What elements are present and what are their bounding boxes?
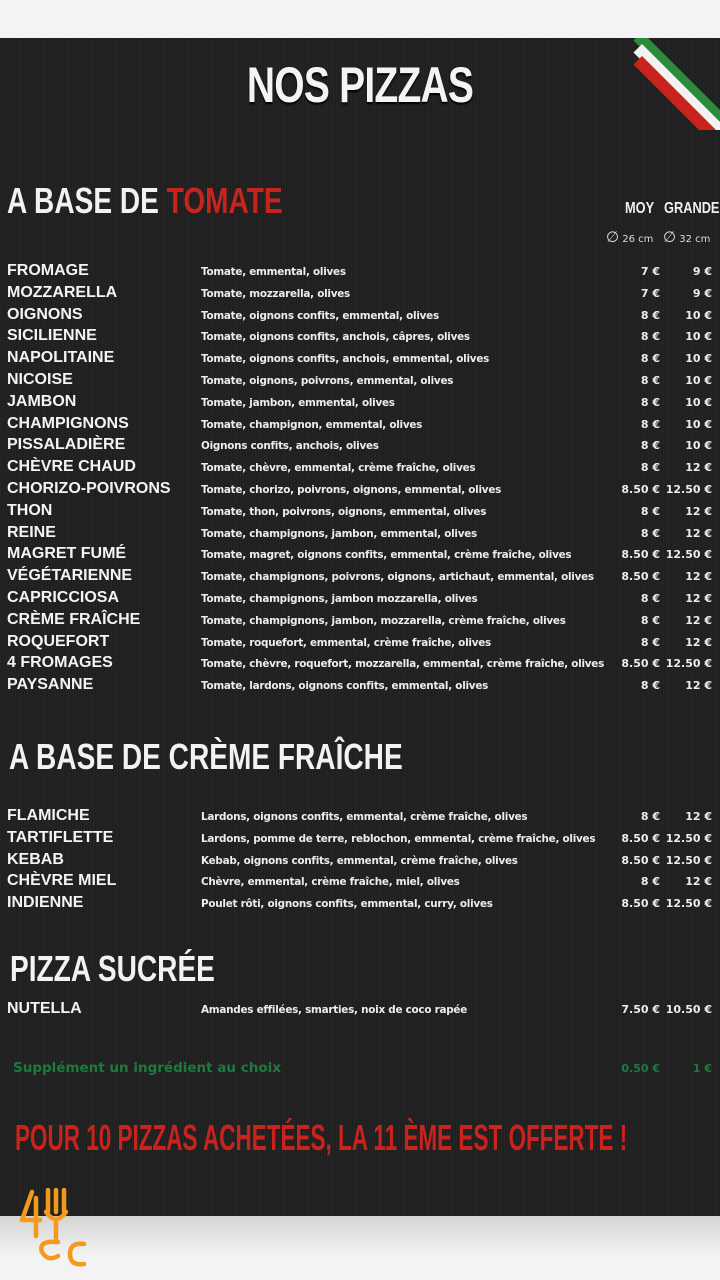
item-price-grande: 12.50 € xyxy=(665,831,712,845)
size-label-moy: MOY xyxy=(625,200,655,217)
item-price-moy: 8 € xyxy=(640,308,660,322)
item-price-grande: 12 € xyxy=(685,526,712,540)
item-price-grande: 12 € xyxy=(685,504,712,518)
item-price-grande: 10 € xyxy=(685,374,712,387)
diameter-icon: ∅ xyxy=(606,228,620,246)
item-price-grande: 12 € xyxy=(685,570,712,584)
item-name: SICILIENNE xyxy=(7,327,97,345)
item-price-moy: 8.50 € xyxy=(621,897,660,911)
menu-title: NOS PIZZAS xyxy=(246,57,474,113)
item-ingredients: Tomate, lardons, oignons confits, emmental, olives xyxy=(201,680,489,693)
item-price-grande: 12.50 € xyxy=(665,657,712,671)
menu-item-row xyxy=(0,480,720,502)
item-price-moy: 8.50 € xyxy=(621,657,660,671)
item-ingredients: Tomate, oignons, poivrons, emmental, olives xyxy=(201,375,454,387)
menu-item-row xyxy=(0,1000,720,1022)
section-highlight: TOMATE xyxy=(166,180,283,221)
item-price-moy: 7 € xyxy=(640,265,660,278)
fork-logo-icon xyxy=(18,1186,90,1270)
menu-item-row xyxy=(0,393,720,415)
item-name: PISSALADIÈRE xyxy=(7,436,126,454)
item-ingredients: Lardons, pomme de terre, reblochon, emmental, crème fraîche, olives xyxy=(201,832,596,845)
menu-item-row xyxy=(0,807,720,829)
item-price-grande: 10.50 € xyxy=(665,1003,712,1016)
item-name: VÉGÉTARIENNE xyxy=(7,567,133,585)
item-price-grande: 10 € xyxy=(685,395,712,409)
item-price-grande: 12 € xyxy=(685,613,712,627)
item-ingredients: Tomate, chèvre, roquefort, mozzarella, emmental, crème fraîche, olives xyxy=(201,658,605,671)
item-name: PAYSANNE xyxy=(7,676,94,694)
diameter-moy xyxy=(606,228,653,246)
menu-item-row xyxy=(0,306,720,328)
item-price-grande: 10 € xyxy=(685,439,712,453)
item-price-moy: 7 € xyxy=(640,286,660,300)
italian-flag-corner xyxy=(628,38,720,130)
menu-item-row xyxy=(0,327,720,349)
item-price-grande: 10 € xyxy=(685,417,712,431)
item-price-grande: 12.50 € xyxy=(665,548,712,562)
item-name: NAPOLITAINE xyxy=(7,349,115,367)
item-ingredients: Tomate, champignon, emmental, olives xyxy=(201,418,423,431)
item-ingredients: Tomate, champignons, jambon, emmental, olives xyxy=(201,527,477,540)
item-price-grande: 12.50 € xyxy=(665,853,712,867)
menu-item-row xyxy=(0,567,720,589)
menu-item-row xyxy=(0,872,720,894)
diameter-grande xyxy=(663,228,710,246)
item-ingredients: Lardons, oignons confits, emmental, crème fraîche, olives xyxy=(201,811,528,823)
diameter-moy-value: 26 cm xyxy=(622,234,654,245)
item-price-moy: 8 € xyxy=(640,374,660,387)
supplement-label: Supplément un ingrédient au choix xyxy=(13,1060,281,1076)
menu-item-row xyxy=(0,458,720,480)
menu-item-row xyxy=(0,545,720,567)
section-prefix: A BASE DE xyxy=(7,180,167,221)
diameter-icon: ∅ xyxy=(663,228,677,246)
menu-item-row xyxy=(0,502,720,524)
menu-item-row xyxy=(0,676,720,698)
supplement-price-grande: 1 € xyxy=(692,1062,712,1075)
item-price-grande: 12 € xyxy=(685,679,712,693)
item-price-grande: 12 € xyxy=(685,810,712,823)
item-price-moy: 8 € xyxy=(640,395,660,409)
item-price-moy: 8.50 € xyxy=(621,570,660,584)
item-price-moy: 7.50 € xyxy=(621,1003,660,1016)
item-ingredients: Tomate, chorizo, poivrons, oignons, emmental, olives xyxy=(201,484,502,496)
item-price-grande: 10 € xyxy=(685,330,712,344)
item-ingredients: Tomate, mozzarella, olives xyxy=(201,287,350,300)
item-name: CHÈVRE CHAUD xyxy=(7,458,136,476)
menu-item-row xyxy=(0,654,720,676)
item-ingredients: Tomate, champignons, jambon, mozzarella, crème fraîche, olives xyxy=(201,614,566,627)
item-ingredients: Tomate, magret, oignons confits, emmental, crème fraîche, olives xyxy=(201,549,572,562)
supplement-price-moy: 0.50 € xyxy=(621,1062,660,1075)
menu-item-row xyxy=(0,436,720,458)
item-name: REINE xyxy=(7,523,56,541)
item-price-grande: 12 € xyxy=(685,875,712,889)
item-ingredients: Kebab, oignons confits, emmental, crème fraîche, olives xyxy=(201,854,518,867)
item-price-moy: 8 € xyxy=(640,330,660,344)
item-ingredients: Amandes effilées, smarties, noix de coco rapée xyxy=(201,1004,467,1016)
item-ingredients: Tomate, oignons confits, anchois, emmental, olives xyxy=(201,353,490,366)
item-price-grande: 12.50 € xyxy=(665,483,712,496)
menu-item-row xyxy=(0,829,720,851)
menu-item-row xyxy=(0,415,720,437)
item-price-grande: 12.50 € xyxy=(665,897,712,911)
menu-item-row xyxy=(0,611,720,633)
item-name: CRÈME FRAÎCHE xyxy=(7,610,141,628)
item-price-moy: 8 € xyxy=(640,526,660,540)
item-ingredients: Tomate, thon, poivrons, oignons, emmental, olives xyxy=(201,505,487,518)
menu-item-row xyxy=(0,524,720,546)
item-name: CAPRICCIOSA xyxy=(7,589,120,606)
item-name: CHÈVRE MIEL xyxy=(7,872,117,890)
item-ingredients: Tomate, jambon, emmental, olives xyxy=(201,396,395,409)
item-price-moy: 8 € xyxy=(640,635,660,649)
item-ingredients: Tomate, champignons, poivrons, oignons, artichaut, emmental, olives xyxy=(201,571,594,584)
item-name: INDIENNE xyxy=(7,894,84,912)
item-name: JAMBON xyxy=(7,392,77,410)
item-ingredients: Tomate, chèvre, emmental, crème fraîche, olives xyxy=(201,462,476,475)
item-price-moy: 8 € xyxy=(640,352,660,366)
board-shadow xyxy=(0,1216,720,1256)
item-name: CHAMPIGNONS xyxy=(7,414,129,432)
item-price-moy: 8.50 € xyxy=(621,853,660,867)
item-price-moy: 8 € xyxy=(640,810,660,823)
item-price-grande: 10 € xyxy=(685,308,712,322)
item-ingredients: Oignons confits, anchois, olives xyxy=(201,440,379,453)
item-price-grande: 9 € xyxy=(692,265,712,278)
item-price-moy: 8 € xyxy=(640,461,660,475)
item-name: FLAMICHE xyxy=(7,807,90,824)
item-price-moy: 8 € xyxy=(640,417,660,431)
item-name: NUTELLA xyxy=(7,1000,82,1017)
item-ingredients: Tomate, champignons, jambon mozzarella, olives xyxy=(201,593,478,605)
item-price-grande: 9 € xyxy=(692,286,712,300)
size-label-grande: GRANDE xyxy=(664,200,720,217)
menu-item-row xyxy=(0,851,720,873)
item-name: 4 FROMAGES xyxy=(7,654,113,672)
item-ingredients: Tomate, oignons confits, emmental, olives xyxy=(201,309,439,322)
item-price-grande: 12 € xyxy=(685,461,712,475)
item-ingredients: Tomate, emmental, olives xyxy=(201,266,346,278)
supplement-row xyxy=(0,1060,720,1080)
item-name: MAGRET FUMÉ xyxy=(7,545,127,563)
item-price-moy: 8.50 € xyxy=(621,548,660,562)
item-name: FROMAGE xyxy=(7,262,89,279)
item-price-moy: 8 € xyxy=(640,679,660,693)
diameter-grande-value: 32 cm xyxy=(679,234,711,245)
item-price-moy: 8 € xyxy=(640,592,660,605)
item-ingredients: Poulet rôti, oignons confits, emmental, curry, olives xyxy=(201,898,493,911)
item-name: ROQUEFORT xyxy=(7,632,110,650)
item-price-moy: 8 € xyxy=(640,439,660,453)
menu-item-row xyxy=(0,284,720,306)
item-name: KEBAB xyxy=(7,850,64,868)
item-price-moy: 8 € xyxy=(640,504,660,518)
item-name: CHORIZO-POIVRONS xyxy=(7,480,171,497)
section-title-tomate xyxy=(7,180,283,222)
item-price-grande: 12 € xyxy=(685,635,712,649)
menu-item-row xyxy=(0,633,720,655)
item-price-grande: 12 € xyxy=(685,592,712,605)
loyalty-offer-banner: POUR 10 PIZZAS ACHETÉES, LA 11 ÈME EST OFFERTE ! xyxy=(15,1117,628,1158)
menu-item-row xyxy=(0,589,720,611)
item-name: MOZZARELLA xyxy=(7,283,118,301)
item-price-grande: 10 € xyxy=(685,352,712,366)
menu-item-row xyxy=(0,894,720,916)
item-ingredients: Tomate, oignons confits, anchois, câpres, olives xyxy=(201,331,470,344)
item-price-moy: 8.50 € xyxy=(621,483,660,496)
section-title-creme: A BASE DE CRÈME FRAÎCHE xyxy=(9,736,403,777)
menu-item-row xyxy=(0,349,720,371)
item-ingredients: Tomate, roquefort, emmental, crème fraîche, olives xyxy=(201,636,491,649)
item-price-moy: 8 € xyxy=(640,875,660,889)
item-ingredients: Chèvre, emmental, crème fraîche, miel, olives xyxy=(201,876,460,889)
section-title-sucree: PIZZA SUCRÉE xyxy=(10,948,215,989)
menu-item-row xyxy=(0,262,720,284)
item-name: OIGNONS xyxy=(7,305,83,323)
item-price-moy: 8 € xyxy=(640,613,660,627)
item-name: THON xyxy=(7,501,53,519)
item-price-moy: 8.50 € xyxy=(621,831,660,845)
item-name: TARTIFLETTE xyxy=(7,828,114,846)
item-name: NICOISE xyxy=(7,371,73,388)
menu-item-row xyxy=(0,371,720,393)
